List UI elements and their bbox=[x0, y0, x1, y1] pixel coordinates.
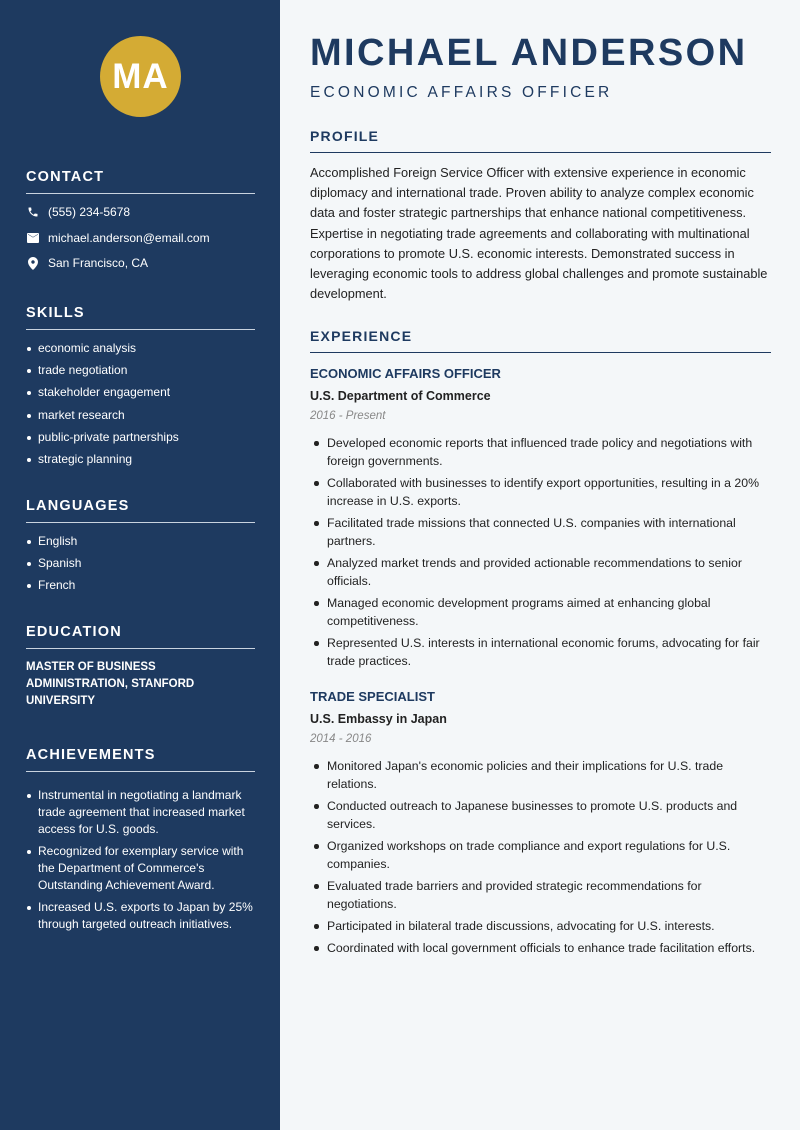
skill-item: trade negotiation bbox=[26, 362, 258, 379]
job-bullet: Conducted outreach to Japanese businesses to promote U.S. products and services. bbox=[310, 797, 771, 833]
job-bullets bbox=[310, 757, 771, 961]
phone-text: (555) 234-5678 bbox=[48, 205, 131, 219]
profile-heading: PROFILE bbox=[310, 128, 771, 153]
avatar: MA bbox=[100, 36, 181, 117]
sidebar bbox=[0, 0, 280, 1130]
language-item: English bbox=[26, 533, 258, 550]
job-bullet: Evaluated trade barriers and provided strategic recommendations for negotiations. bbox=[310, 877, 771, 913]
skill-item: economic analysis bbox=[26, 340, 258, 357]
skill-item: stakeholder engagement bbox=[26, 384, 258, 401]
job-dates: 2016 - Present bbox=[310, 410, 386, 422]
job-dates: 2014 - 2016 bbox=[310, 733, 372, 745]
skill-item: public-private partnerships bbox=[26, 429, 258, 446]
candidate-name: MICHAEL ANDERSON bbox=[310, 32, 748, 74]
job-bullet: Represented U.S. interests in international economic forums, advocating for fair trade practices. bbox=[310, 634, 771, 670]
contact-location bbox=[26, 256, 148, 270]
job-company: U.S. Embassy in Japan bbox=[310, 712, 447, 726]
job-bullet: Monitored Japan's economic policies and their implications for U.S. trade relations. bbox=[310, 757, 771, 793]
job-bullet: Collaborated with businesses to identify export opportunities, resulting in a 20% increase in U.S. exports. bbox=[310, 474, 771, 510]
job-bullet: Managed economic development programs aimed at enhancing global competitiveness. bbox=[310, 594, 771, 630]
skill-item: market research bbox=[26, 407, 258, 424]
contact-email bbox=[26, 231, 210, 245]
skills-heading: SKILLS bbox=[26, 305, 255, 330]
experience-heading: EXPERIENCE bbox=[310, 328, 771, 353]
email-text: michael.anderson@email.com bbox=[48, 231, 210, 245]
contact-phone bbox=[26, 205, 130, 219]
achievement-item: Instrumental in negotiating a landmark trade agreement that increased market access for U.S. goods. bbox=[26, 787, 258, 838]
job-bullet: Organized workshops on trade compliance and export regulations for U.S. companies. bbox=[310, 837, 771, 873]
skill-item: strategic planning bbox=[26, 451, 258, 468]
languages-list bbox=[26, 533, 258, 594]
achievements-heading: ACHIEVEMENTS bbox=[26, 747, 255, 772]
achievement-item: Recognized for exemplary service with the Department of Commerce's Outstanding Achievement Award. bbox=[26, 843, 258, 894]
languages-heading: LANGUAGES bbox=[26, 498, 255, 523]
candidate-title: ECONOMIC AFFAIRS OFFICER bbox=[310, 84, 613, 101]
mail-icon bbox=[26, 232, 39, 245]
job-bullets bbox=[310, 434, 771, 674]
phone-icon bbox=[26, 206, 39, 219]
profile-text: Accomplished Foreign Service Officer with extensive experience in economic diplomacy and international trade. Proven ability to analyze complex economic data and foster strategic partnerships that enhance national competitiveness. Expertise in negotiating trade agreements and collaborating with multinational corporations to promote U.S. economic interests. Demonstrated success in leveraging economic tools to address global challenges and promote sustainable development. bbox=[310, 165, 768, 302]
job-bullet: Participated in bilateral trade discussions, advocating for U.S. interests. bbox=[310, 917, 771, 935]
language-item: Spanish bbox=[26, 555, 258, 572]
job-company: U.S. Department of Commerce bbox=[310, 389, 491, 403]
achievements-list bbox=[26, 787, 258, 933]
education-degree: MASTER OF BUSINESS ADMINISTRATION, STANFORD UNIVERSITY bbox=[26, 661, 195, 707]
location-pin-icon bbox=[26, 257, 39, 270]
job-bullet: Analyzed market trends and provided actionable recommendations to senior officials. bbox=[310, 554, 771, 590]
job-title: TRADE SPECIALIST bbox=[310, 689, 435, 704]
job-bullet: Developed economic reports that influenced trade policy and negotiations with foreign governments. bbox=[310, 434, 771, 470]
location-text: San Francisco, CA bbox=[48, 256, 149, 270]
language-item: French bbox=[26, 577, 258, 594]
contact-heading: CONTACT bbox=[26, 169, 255, 194]
skills-list bbox=[26, 340, 258, 468]
job-bullet: Facilitated trade missions that connected U.S. companies with international partners. bbox=[310, 514, 771, 550]
job-bullet: Coordinated with local government officials to enhance trade facilitation efforts. bbox=[310, 939, 771, 957]
achievement-item: Increased U.S. exports to Japan by 25% through targeted outreach initiatives. bbox=[26, 899, 258, 933]
job-title: ECONOMIC AFFAIRS OFFICER bbox=[310, 366, 501, 381]
education-heading: EDUCATION bbox=[26, 624, 255, 649]
